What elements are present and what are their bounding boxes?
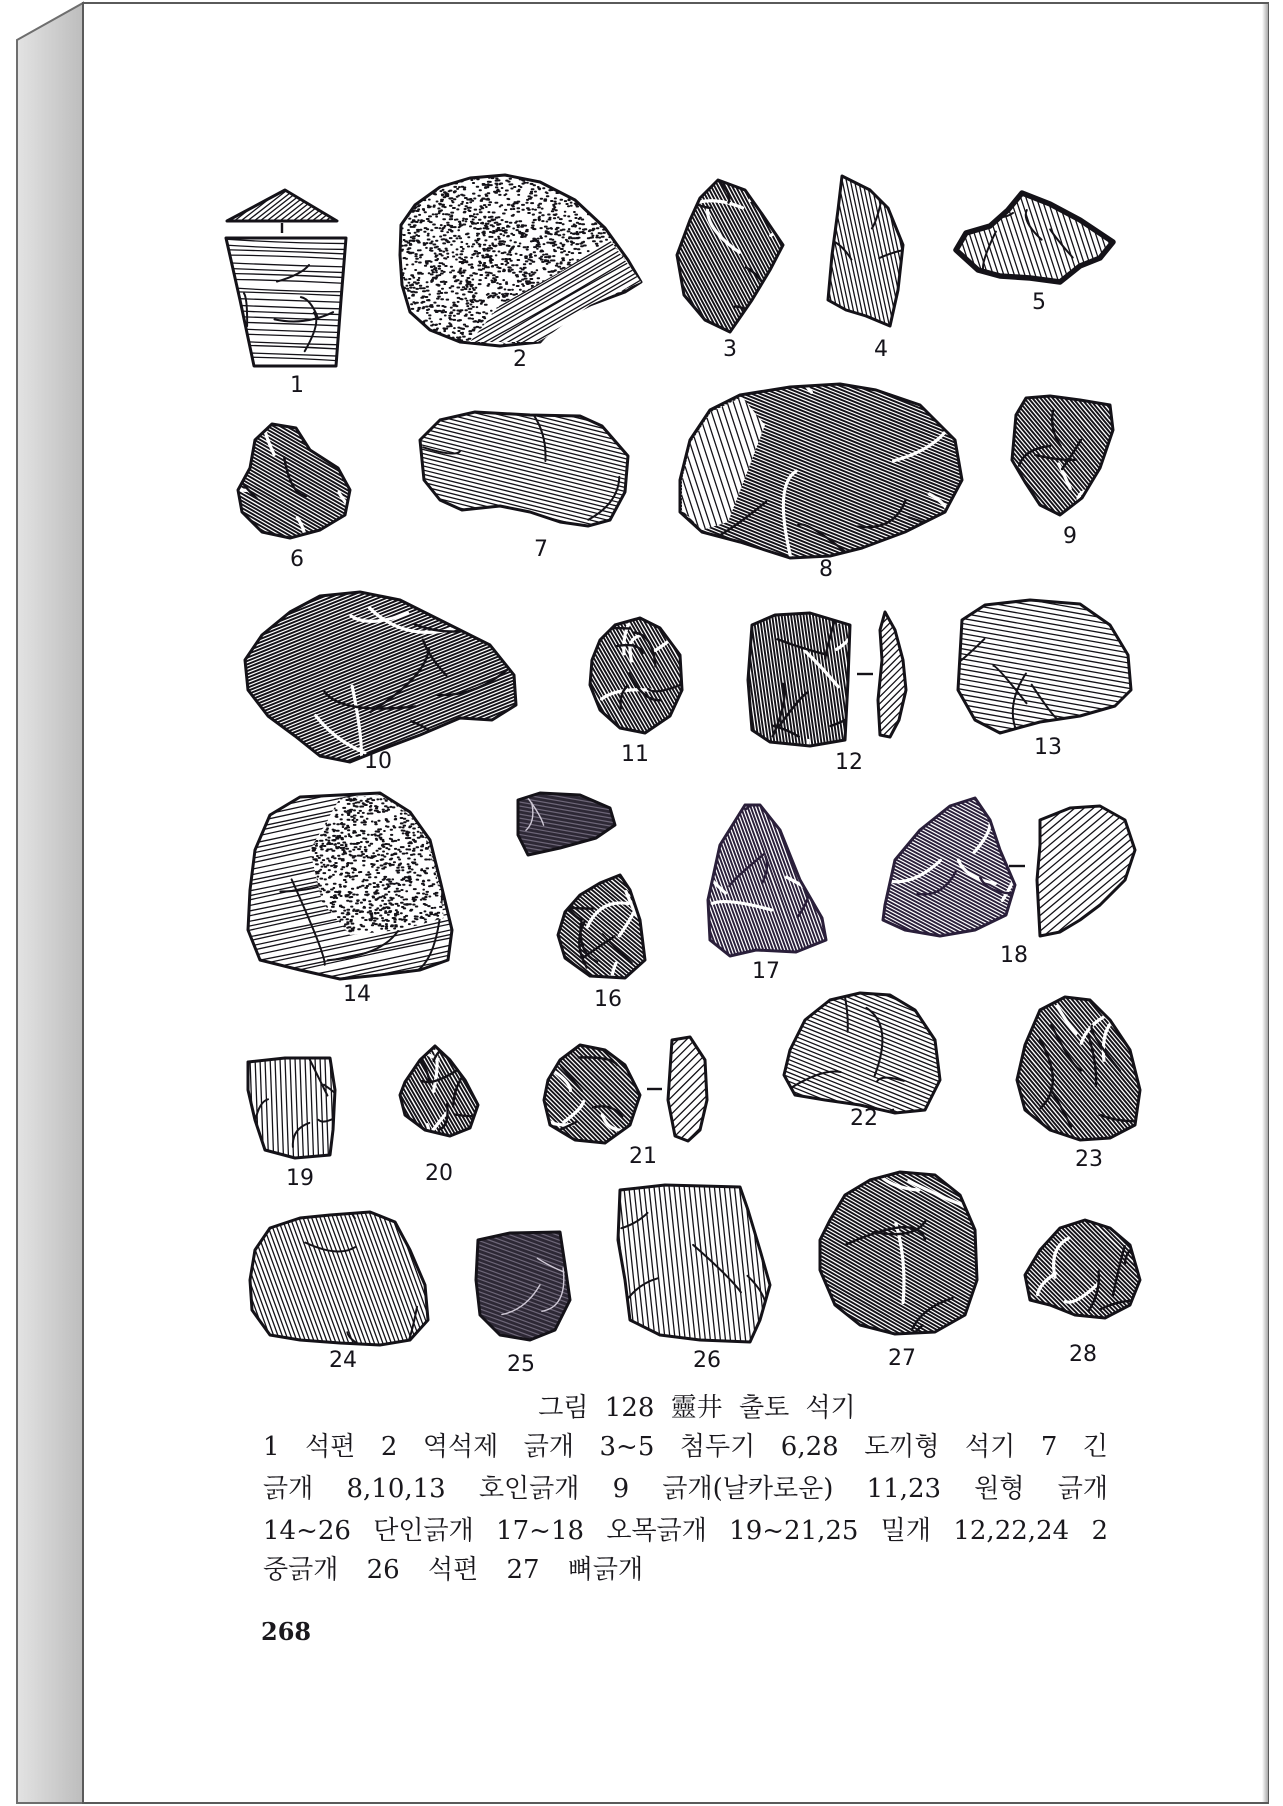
- artifact-label-17: 17: [752, 959, 780, 984]
- artifact-label-4: 4: [874, 337, 888, 362]
- page-right-edge: [1262, 4, 1268, 1802]
- artifact-label-18: 18: [1000, 943, 1028, 968]
- artifact-label-8: 8: [819, 557, 833, 582]
- artifact-label-26: 26: [693, 1348, 721, 1373]
- page-number: 268: [261, 1617, 312, 1646]
- artifact-label-22: 22: [850, 1106, 878, 1131]
- artifact-label-23: 23: [1075, 1147, 1103, 1172]
- legend-line-1: 1 석편 2 역석제 긁개 3~5 첨두기 6,28 도끼형 석기 7 긴: [263, 1432, 1108, 1462]
- artifact-label-16: 16: [594, 987, 622, 1012]
- legend-line-4: 중긁개 26 석편 27 뼈긁개: [263, 1555, 644, 1585]
- artifact-label-6: 6: [290, 547, 304, 572]
- artifact-label-3: 3: [723, 337, 737, 362]
- artifact-label-24: 24: [329, 1348, 357, 1373]
- artifact-label-11: 11: [621, 742, 649, 767]
- legend-line-2: 긁개 8,10,13 호인긁개 9 긁개(날카로운) 11,23 원형 긁개: [263, 1474, 1108, 1504]
- artifact-label-2: 2: [513, 347, 527, 372]
- artifact-label-25: 25: [507, 1352, 535, 1377]
- artifact-label-7: 7: [534, 537, 548, 562]
- artifact-label-20: 20: [425, 1161, 453, 1186]
- artifact-label-10: 10: [364, 749, 392, 774]
- artifact-label-21: 21: [629, 1144, 657, 1169]
- book-spine: [17, 3, 83, 1803]
- artifact-label-13: 13: [1034, 735, 1062, 760]
- figure-caption: 그림 128 靈井 출토 석기: [538, 1393, 856, 1423]
- artifact-label-28: 28: [1069, 1342, 1097, 1367]
- artifact-label-9: 9: [1063, 524, 1077, 549]
- artifact-label-14: 14: [343, 982, 371, 1007]
- artifact-label-27: 27: [888, 1346, 916, 1371]
- artifact-label-19: 19: [286, 1166, 314, 1191]
- legend-line-3: 14~26 단인긁개 17~18 오목긁개 19~21,25 밀개 12,22,24 2: [263, 1516, 1108, 1546]
- artifact-label-5: 5: [1032, 290, 1046, 315]
- artifact-label-1: 1: [290, 373, 304, 398]
- artifact-label-12: 12: [835, 750, 863, 775]
